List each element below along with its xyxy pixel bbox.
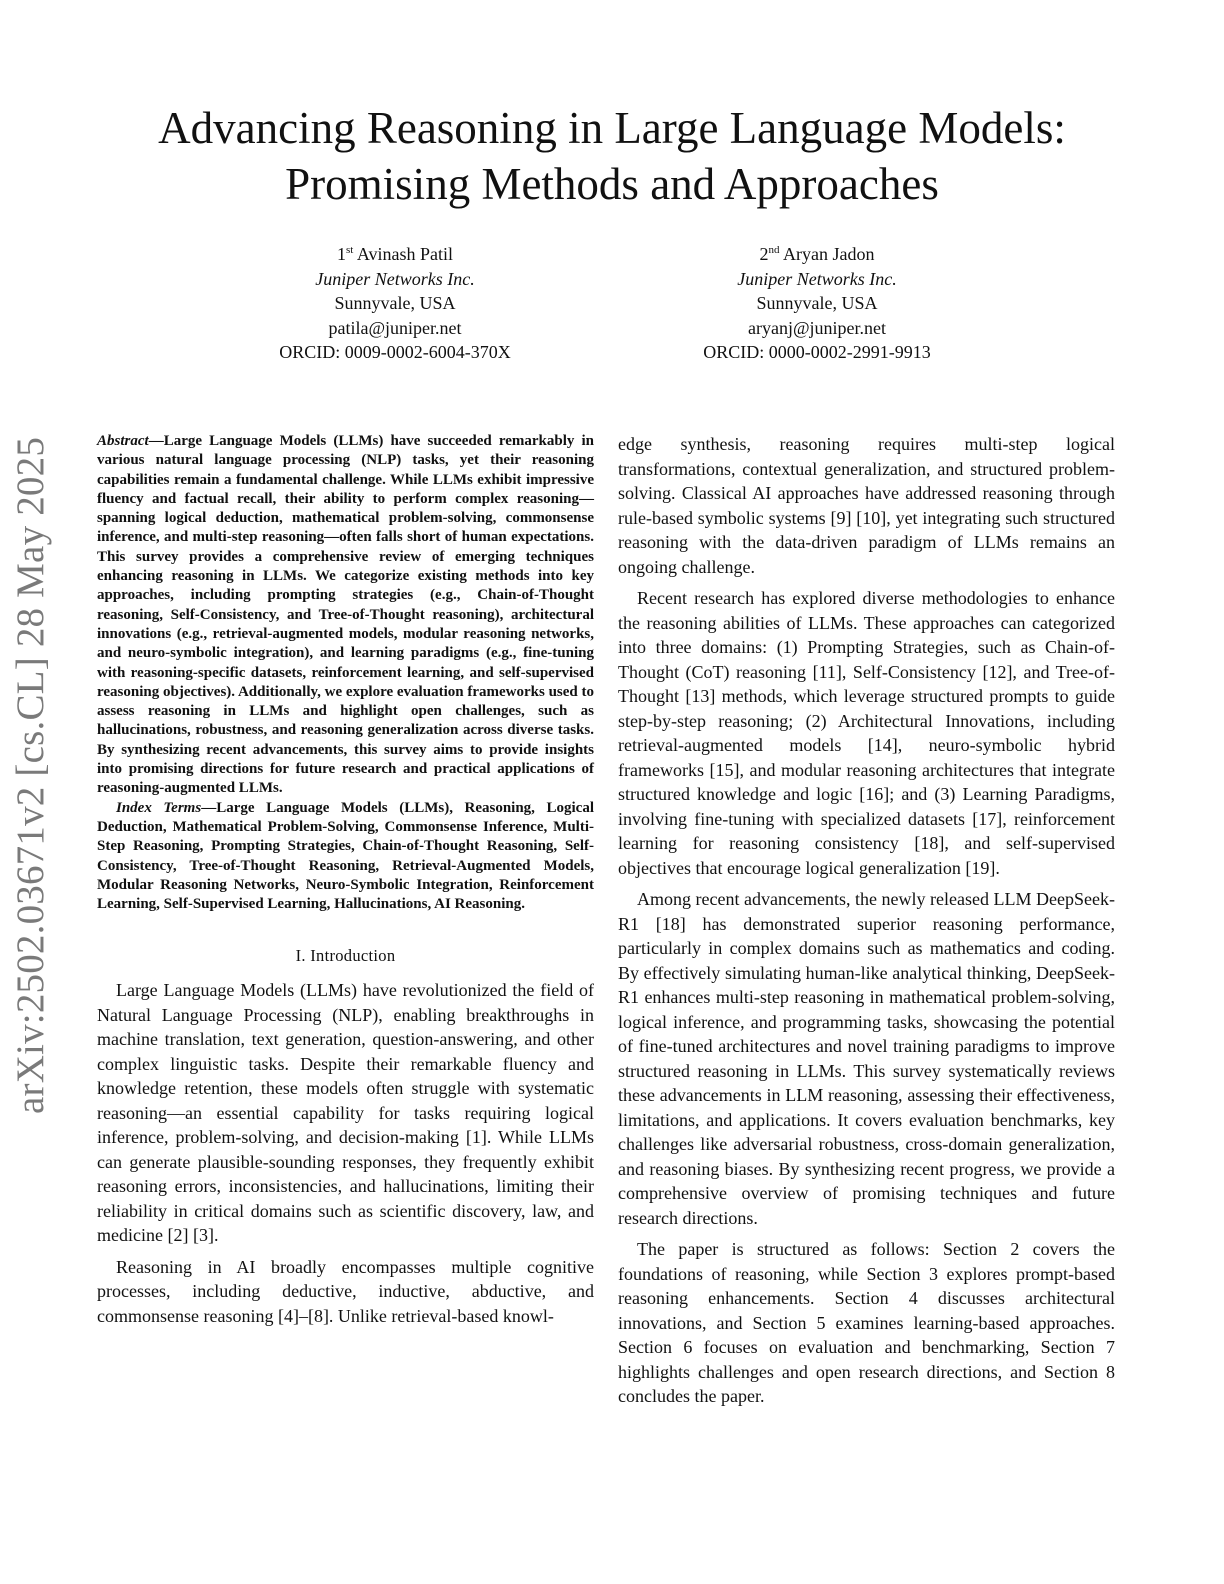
- author-orcid: ORCID: 0009-0002-6004-370X: [279, 342, 511, 362]
- paragraph: Large Language Models (LLMs) have revolutionized the field of Natural Language Processing (NLP), enabling breakthroughs in machine translation, text generation, question-answering, and other complex linguistic tasks. Despite their remarkable fluency and knowledge retention, these models often struggle with systematic reasoning—an essential capability for tasks requiring logical inference, problem-solving, and decision-making [1]. While LLMs can generate plausible-sounding responses, they frequently exhibit reasoning errors, inconsistencies, and hallucinations, limiting their reliability in critical domains such as scientific discovery, law, and medicine [2] [3].: [97, 980, 594, 1246]
- paragraph: The paper is structured as follows: Section 2 covers the foundations of reasoning, while Section 3 explores prompt-based reasoning enhancements. Section 4 discusses architectural innovations, and Section 5 examines learning-based approaches. Section 6 focuses on evaluation and benchmarking, Section 7 highlights challenges and open research directions, and Section 8 concludes the paper.: [618, 1239, 1115, 1406]
- author-block-1: [215, 238, 575, 365]
- paragraph: Among recent advancements, the newly released LLM DeepSeek-R1 [18] has demonstrated superior reasoning performance, particularly in complex domains such as mathematics and coding. By effectively simulating human-like analytical thinking, DeepSeek-R1 enhances multi-step reasoning in mathematical problem-solving, logical inference, and programming tasks, showcasing the potential of fine-tuned architectures and novel training paradigms to improve structured reasoning in LLMs. This survey systematically reviews these advancements in LLM reasoning, assessing their effectiveness, limitations, and applications. It covers evaluation benchmarks, key challenges like adversarial robustness, cross-domain generalization, and reasoning biases. By synthesizing recent progress, we provide a comprehensive overview of promising techniques and future research directions.: [618, 889, 1115, 1228]
- section-heading-introduction: I. Introduction: [295, 946, 396, 966]
- arxiv-identifier-stamp: arXiv:2502.03671v2 [cs.CL] 28 May 2025: [9, 436, 52, 1114]
- paragraph: edge synthesis, reasoning requires multi-step logical transformations, contextual generalization, and structured problem-solving. Classical AI approaches have addressed reasoning through rule-based symbolic systems [9] [10], yet integrating such structured reasoning with the data-driven paradigm of LLMs remains an ongoing challenge.: [618, 434, 1115, 577]
- author-email: patila@juniper.net: [328, 317, 462, 338]
- author-location: Sunnyvale, USA: [756, 293, 878, 313]
- index-terms: [97, 799, 594, 915]
- title-line-2: Promising Methods and Approaches: [285, 159, 939, 209]
- index-terms-lead: Index Terms: [116, 799, 202, 816]
- author-email: aryanj@juniper.net: [747, 317, 887, 338]
- left-column: [97, 432, 594, 1335]
- right-column: [618, 432, 1115, 1416]
- abstract-text: —Large Language Models (LLMs) have succeeded remarkably in various natural language processing (NLP) tasks, yet their reasoning capabilities remain a fundamental challenge. While LLMs exhibit impressive fluency and factual recall, their ability to perform complex reasoning—spanning logical deduction, mathematical problem-solving, commonsense inference, and multi-step reasoning—often falls short of human expectations. This survey provides a comprehensive review of emerging techniques enhancing reasoning in LLMs. We categorize existing methods into key approaches, including prompting strategies (e.g., Chain-of-Thought reasoning, Self-Consistency, and Tree-of-Thought reasoning), architectural innovations (e.g., retrieval-augmented models, modular reasoning networks, and neuro-symbolic integration), and learning paradigms (e.g., fine-tuning with reasoning-specific datasets, reinforcement learning, and self-supervised reasoning objectives). Additionally, we explore evaluation frameworks used to assess reasoning in LLMs and highlight open challenges, such as hallucinations, robustness, and reasoning generalization across diverse tasks. By synthesizing recent advancements, this survey aims to provide insights into promising directions for future research and practical applications of reasoning-augmented LLMs.: [97, 433, 594, 797]
- paper-title: [90, 100, 1134, 212]
- author-location: Sunnyvale, USA: [334, 293, 456, 313]
- paragraph: Recent research has explored diverse methodologies to enhance the reasoning abilities of LLMs. These approaches can categorized into three domains: (1) Prompting Strategies, such as Chain-of-Thought (CoT) reasoning [11], Self-Consistency [12], and Tree-of-Thought [13] methods, which leverage structured prompts to guide step-by-step reasoning; (2) Architectural Innovations, including retrieval-augmented models [14], neuro-symbolic hybrid frameworks [15], and modular reasoning architectures that integrate structured knowledge and logic [16]; and (3) Learning Paradigms, involving fine-tuning with specialized datasets [17], reinforcement learning for reasoning consistency [18], and self-supervised objectives that encourage logical generalization [19].: [618, 588, 1115, 878]
- author-name: 2nd Aryan Jadon: [759, 244, 875, 264]
- abstract-lead: Abstract: [97, 433, 149, 449]
- author-orcid: ORCID: 0000-0002-2991-9913: [703, 342, 931, 362]
- paragraph: Reasoning in AI broadly encompasses multiple cognitive processes, including deductive, inductive, abductive, and commonsense reasoning [4]–[8]. Unlike retrieval-based knowl-: [97, 1256, 594, 1326]
- author-name: 1st Avinash Patil: [336, 244, 454, 264]
- index-terms-text: —Large Language Models (LLMs), Reasoning, Logical Deduction, Mathematical Problem-Solving, Commonsense Inference, Multi-Step Reasoning, Prompting Strategies, Chain-of-Thought Reasoning, Self-Consistency, Tree-of-Thought Reasoning, Retrieval-Augmented Models, Modular Reasoning Networks, Neuro-Symbolic Integration, Reinforcement Learning, Self-Supervised Learning, Hallucinations, AI Reasoning.: [97, 799, 594, 913]
- author-affiliation: Juniper Networks Inc.: [737, 268, 897, 289]
- title-line-1: Advancing Reasoning in Large Language Models:: [158, 103, 1066, 153]
- abstract: [97, 432, 594, 799]
- author-affiliation: Juniper Networks Inc.: [315, 268, 475, 289]
- author-block-2: [637, 238, 997, 365]
